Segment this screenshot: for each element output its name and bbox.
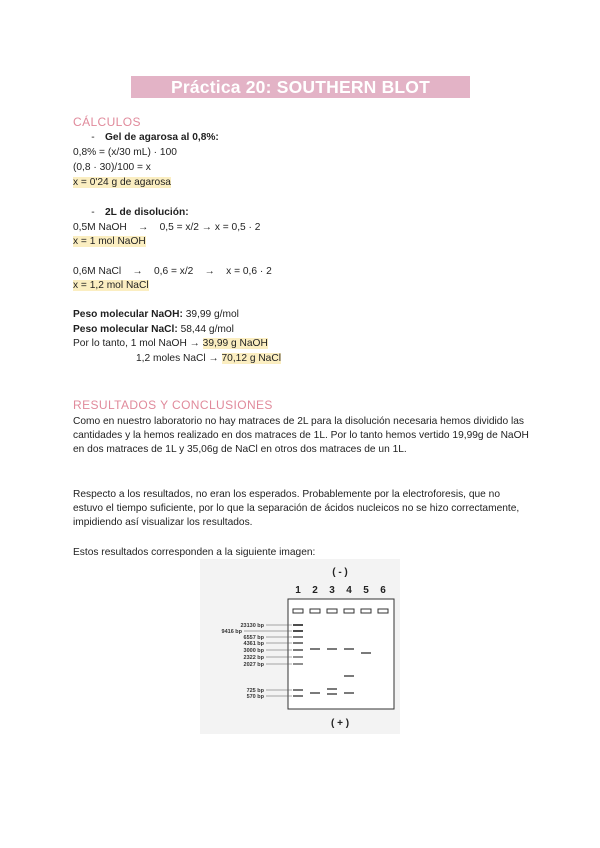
bullet-dash: -: [91, 207, 95, 218]
resultados-paragraph-3: Estos resultados corresponden a la siguiente imagen:: [73, 547, 316, 558]
marker-label: 4361 bp: [243, 641, 264, 647]
bullet-dash: -: [91, 132, 95, 143]
naoh-result-highlight: x = 1 mol NaOH: [73, 236, 146, 247]
peso-naoh-label: Peso molecular NaOH:: [73, 309, 183, 320]
resultados-heading: RESULTADOS Y CONCLUSIONES: [73, 398, 273, 412]
peso-naoh-value: 39,99 g/mol: [185, 309, 239, 320]
lane-number: 5: [363, 585, 369, 596]
tanto-line: [73, 337, 268, 351]
southern-blot-figure: [200, 559, 400, 734]
disolucion-bullet-line: [73, 206, 189, 220]
gel-outline: [288, 599, 394, 709]
tanto-prefix: Por lo tanto, 1 mol NaOH →: [73, 338, 203, 349]
lane-number: 1: [295, 585, 301, 596]
marker-label: 9416 bp: [221, 629, 242, 635]
naoh-eq: 0,5M NaOH → 0,5 = x/2 → x = 0,5 · 2: [73, 222, 261, 233]
naoh-result: [73, 235, 146, 249]
marker-label: 2027 bp: [243, 662, 264, 668]
marker-label: 6557 bp: [243, 635, 264, 641]
gel-diagram: [200, 559, 400, 734]
marker-labels: [222, 623, 265, 700]
page-title: Práctica 20: SOUTHERN BLOT: [131, 76, 470, 98]
lane-number: 2: [312, 585, 318, 596]
peso-nacl-line: [73, 323, 234, 337]
peso-nacl-value: 58,44 g/mol: [180, 324, 234, 335]
nacl-eq: 0,6M NaCl → 0,6 = x/2 → x = 0,6 · 2: [73, 266, 272, 277]
resultados-paragraph-1: Como en nuestro laboratorio no hay matraces de 2L para la disolución necesaria hemos dividido las cantidades y la hemos realizado en dos matraces de 1L. Por lo tanto hemos vertido 19,99g de NaOH en dos matraces de 1L y 35,06g de NaCl en otros dos matraces de un 1L.: [73, 416, 529, 455]
peso-nacl-label: Peso molecular NaCl:: [73, 324, 178, 335]
nacl-result-highlight: x = 1,2 mol NaCl: [73, 280, 149, 291]
nacl-result: [73, 279, 149, 293]
moles-result: 70,12 g NaCl: [221, 353, 281, 364]
tanto-result: 39,99 g NaOH: [202, 338, 268, 349]
gel-result: [73, 176, 171, 190]
calculos-heading: CÁLCULOS: [73, 115, 141, 129]
negative-pole-label: ( - ): [332, 567, 348, 578]
positive-pole-label: ( + ): [330, 718, 350, 729]
marker-label: 570 bp: [246, 694, 264, 700]
marker-label: 725 bp: [246, 688, 264, 694]
moles-prefix: 1,2 moles NaCl →: [136, 353, 222, 364]
gel-bullet-line: [73, 131, 219, 145]
gel-eq2: (0,8 · 30)/100 = x: [73, 162, 151, 173]
lane-number: 6: [380, 585, 386, 596]
moles-line: [136, 352, 281, 366]
gel-eq1: 0,8% = (x/30 mL) · 100: [73, 147, 177, 158]
marker-label: 23130 bp: [240, 623, 264, 629]
lane-numbers: [295, 585, 386, 596]
lane-number: 3: [329, 585, 335, 596]
lane-number: 4: [346, 585, 352, 596]
gel-result-highlight: x = 0'24 g de agarosa: [73, 177, 171, 188]
marker-label: 3000 bp: [243, 648, 264, 654]
resultados-paragraph-2: Respecto a los resultados, no eran los esperados. Probablemente por la electroforesis, que no estuvo el tiempo suficiente, por lo que la separación de ácidos nucleicos no se hizo correctamente, impidiendo así visualizar los resultados.: [73, 489, 520, 528]
marker-label: 2322 bp: [243, 655, 264, 661]
disolucion-label: 2L de disolución:: [105, 207, 189, 218]
peso-naoh-line: [73, 308, 239, 322]
gel-label: Gel de agarosa al 0,8%:: [105, 132, 219, 143]
